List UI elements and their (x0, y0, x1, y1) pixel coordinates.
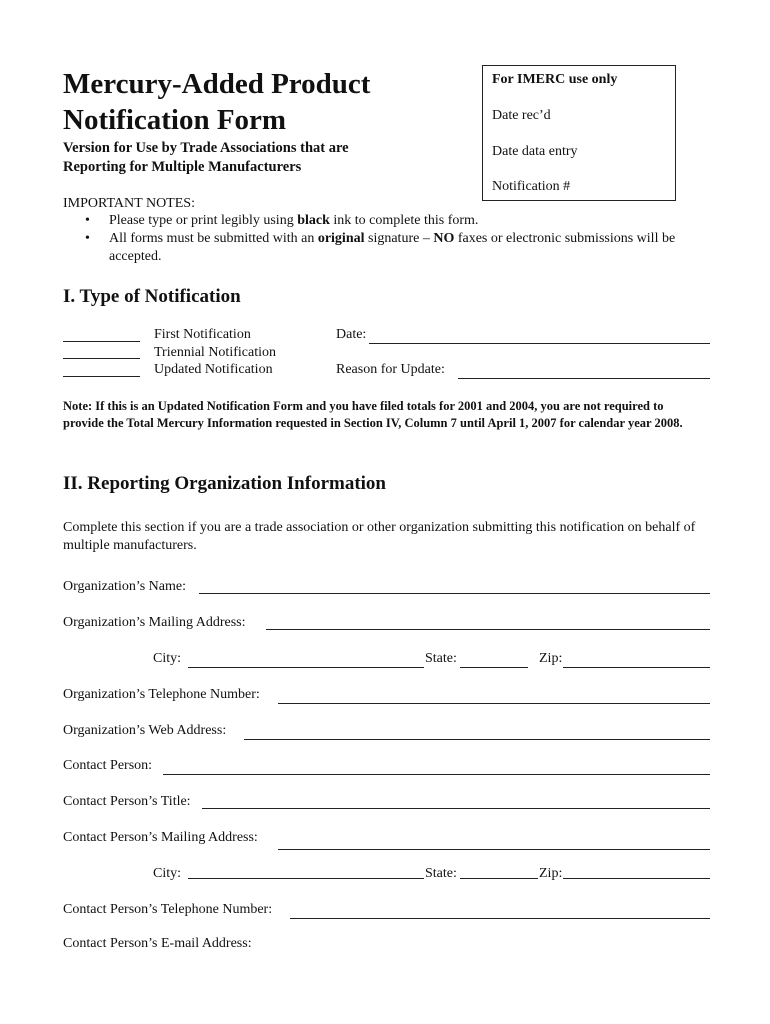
form-subtitle-line1: Version for Use by Trade Associations that are (63, 140, 349, 156)
note2-bold2: NO (433, 231, 455, 246)
imerc-date-entry-label: Date data entry (492, 144, 578, 159)
date-label: Date: (336, 327, 367, 342)
org-mailing-address-label: Organization’s Mailing Address: (63, 615, 246, 630)
org-name-label: Organization’s Name: (63, 579, 186, 594)
org-telephone-label: Organization’s Telephone Number: (63, 687, 260, 702)
important-note-item (63, 230, 713, 266)
org-city-field[interactable] (188, 667, 424, 668)
note2-bold1: original (317, 231, 365, 246)
imerc-notification-number-label: Notification # (492, 179, 571, 194)
form-subtitle (63, 139, 349, 177)
important-notes-heading: IMPORTANT NOTES: (63, 196, 195, 211)
contact-zip-field[interactable] (563, 878, 710, 879)
section2-description: Complete this section if you are a trade association or other organization submitting this notification on behalf of multiple manufacturers. (63, 520, 696, 553)
contact-city-label: City: (153, 866, 182, 881)
note2-pre: All forms must be submitted with an (109, 231, 318, 246)
form-title-line2: Notification Form (63, 104, 287, 136)
form-title-line1: Mercury-Added Product (63, 68, 371, 100)
note2-post: faxes or electronic submissions will be accepted. (109, 231, 676, 264)
org-web-address-field[interactable] (244, 739, 710, 740)
contact-person-label: Contact Person: (63, 758, 153, 773)
first-notification-label: First Notification (154, 327, 251, 342)
form-title (63, 66, 370, 138)
triennial-notification-blank[interactable] (63, 358, 140, 359)
contact-city-field[interactable] (188, 878, 424, 879)
imerc-date-received-label: Date rec’d (492, 108, 551, 123)
form-subtitle-line2: Reporting for Multiple Manufacturers (63, 159, 302, 175)
updated-notification-blank[interactable] (63, 376, 140, 377)
org-web-address-label: Organization’s Web Address: (63, 723, 227, 738)
org-zip-label: Zip: (539, 651, 563, 666)
org-zip-field[interactable] (563, 667, 710, 668)
triennial-notification-label: Triennial Notification (154, 345, 276, 360)
important-note-item (63, 212, 713, 230)
contact-title-field[interactable] (202, 808, 710, 809)
first-notification-blank[interactable] (63, 341, 140, 342)
section1-heading: I. Type of Notification (63, 286, 241, 307)
date-field[interactable] (369, 343, 710, 344)
note1-bold: black (297, 213, 330, 228)
note1-post: ink to complete this form. (329, 213, 479, 228)
org-state-label: State: (425, 651, 457, 666)
reason-for-update-field[interactable] (458, 378, 710, 379)
imerc-use-only-box (482, 65, 676, 201)
important-notes-list (63, 212, 713, 266)
section2-heading: II. Reporting Organization Information (63, 473, 386, 494)
contact-state-label: State: (425, 866, 457, 881)
updated-notification-label: Updated Notification (154, 362, 273, 377)
contact-email-label: Contact Person’s E-mail Address: (63, 936, 252, 951)
contact-mailing-address-field[interactable] (278, 849, 710, 850)
org-name-field[interactable] (199, 593, 710, 594)
note1-pre: Please type or print legibly using (109, 213, 298, 228)
contact-state-field[interactable] (460, 878, 538, 879)
contact-title-label: Contact Person’s Title: (63, 794, 191, 809)
imerc-box-heading: For IMERC use only (492, 72, 618, 87)
contact-telephone-field[interactable] (290, 918, 710, 919)
contact-mailing-address-label: Contact Person’s Mailing Address: (63, 830, 258, 845)
contact-zip-label: Zip: (539, 866, 563, 881)
org-state-field[interactable] (460, 667, 528, 668)
reason-for-update-label: Reason for Update: (336, 362, 445, 377)
org-city-label: City: (153, 651, 182, 666)
contact-person-field[interactable] (163, 774, 710, 775)
note2-mid: signature – (364, 231, 434, 246)
contact-telephone-label: Contact Person’s Telephone Number: (63, 902, 273, 917)
org-mailing-address-field[interactable] (266, 629, 710, 630)
org-telephone-field[interactable] (278, 703, 710, 704)
updated-notification-note: Note: If this is an Updated Notification Form and you have filed totals for 2001 and 2004, you are not required to provide the Total Mercury Information requested in Section IV, Column 7 until April 1, 2007 for calendar year 2008. (63, 399, 683, 430)
